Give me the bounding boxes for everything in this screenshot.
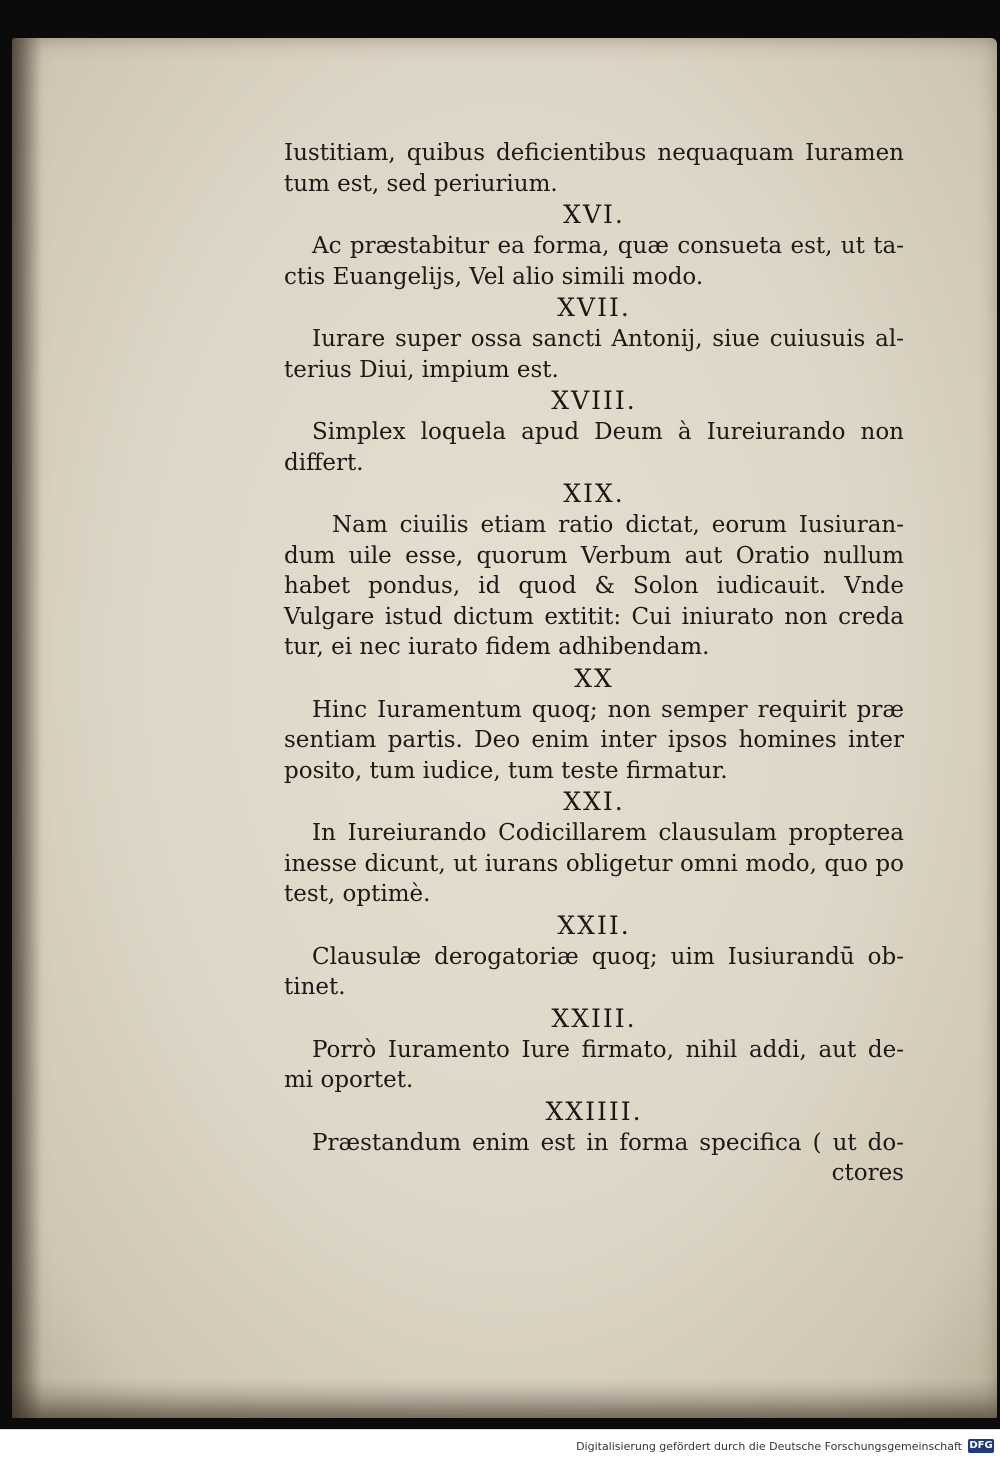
text-line: mi oportet. — [284, 1067, 414, 1093]
text-line: differt. — [284, 449, 364, 476]
text-line: tinet. — [284, 974, 346, 1000]
section-heading: XXIIII. — [545, 1096, 643, 1126]
text-line: terius Diui, impium est. — [284, 356, 559, 383]
dfg-logo: DFG — [969, 1440, 993, 1451]
text-line: Ac præstabitur ea forma, quæ consueta est, ut ta- — [312, 233, 904, 259]
text-line: Porrò Iuramento Iure firmato, nihil addi, aut de- — [312, 1036, 904, 1063]
text-line: posito, tum iudice, tum teste firmatur. — [284, 757, 728, 784]
text-line: Nam ciuilis etiam ratio dictat, eorum Iusiuran- — [332, 512, 904, 538]
text-line: sentiam partis. Deo enim inter ipsos homines inter — [284, 727, 904, 753]
text-line: ctores — [831, 1160, 904, 1186]
section-heading: XXIII. — [551, 1003, 637, 1033]
text-line: Clausulæ derogatoriæ quoq; uim Iusiurandū ob- — [312, 943, 904, 970]
section-heading: XVI. — [563, 200, 625, 229]
page-edge — [12, 1378, 997, 1418]
section-heading: XVIII. — [551, 386, 637, 415]
text-line: Simplex loquela apud Deum à Iureiurando non — [312, 419, 904, 445]
text-line: Præstandum enim est in forma specifica ( ut do- — [312, 1129, 904, 1156]
text-line: dum uile esse, quorum Verbum aut Oratio nullum — [284, 542, 904, 569]
text-line: In Iureiurando Codicillarem clausulam propterea — [312, 820, 904, 846]
text-line: habet pondus, id quod & Solon iudicauit. Vnde — [284, 573, 904, 599]
section-heading: XIX. — [563, 479, 625, 508]
funding-credit: Digitalisierung gefördert durch die Deutsche Forschungsgemeinschaft — [576, 1440, 962, 1453]
section-heading: XXI. — [563, 787, 625, 816]
spine-shadow — [12, 38, 42, 1418]
text-line: ctis Euangelijs, Vel alio simili modo. — [284, 263, 704, 290]
footer-bar — [0, 1429, 1000, 1464]
text-line: Iustitiam, quibus deficientibus nequaquam Iuramen — [284, 140, 904, 166]
text-line: Hinc Iuramentum quoq; non semper requirit præ — [312, 696, 904, 723]
text-line: tur, ei nec iurato fidem adhibendam. — [284, 634, 710, 660]
text-line: test, optimè. — [284, 881, 431, 907]
book-page — [12, 38, 997, 1418]
section-heading: XXII. — [557, 910, 631, 940]
page-text — [284, 138, 904, 1189]
text-line: Vulgare istud dictum extitit: Cui iniurato non creda — [284, 603, 904, 630]
section-heading: XVII. — [557, 293, 631, 322]
text-line: Iurare super ossa sancti Antonij, siue cuiusuis al- — [312, 326, 904, 352]
text-line: inesse dicunt, ut iurans obligetur omni modo, quo po — [284, 850, 904, 877]
text-line: tum est, sed periurium. — [284, 170, 558, 197]
section-heading: XX — [574, 663, 614, 693]
